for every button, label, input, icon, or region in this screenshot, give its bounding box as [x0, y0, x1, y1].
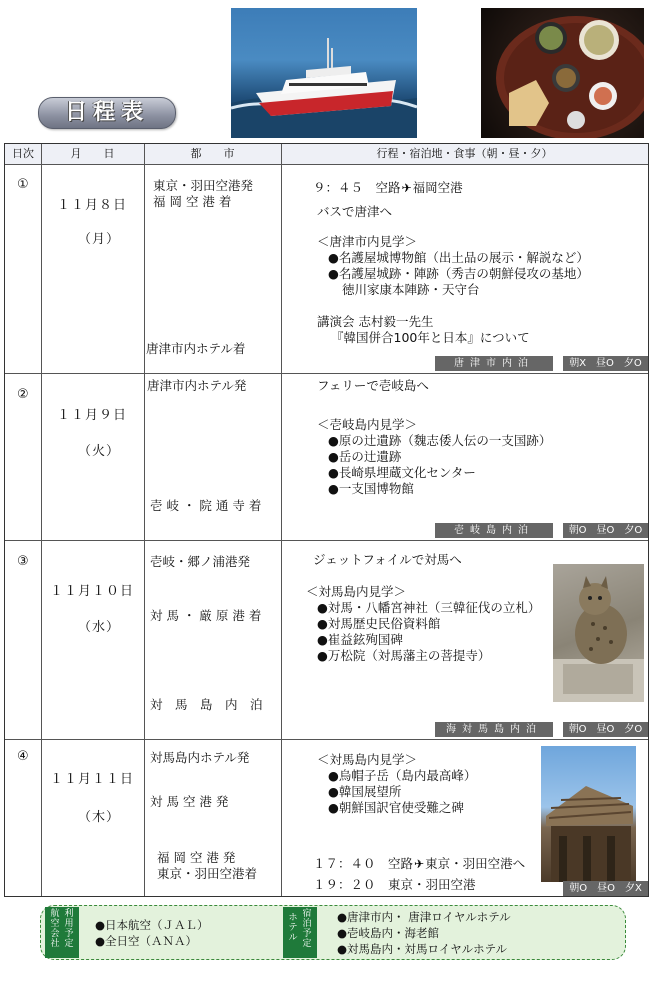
day-date: １１月８日	[57, 198, 128, 213]
tag-char: 定	[64, 939, 74, 949]
itinerary-line: ジェットフォイルで対馬へ	[313, 552, 462, 567]
column-divider	[144, 144, 145, 896]
flight-time: ９：４５ 空路	[313, 180, 401, 195]
meals-bar: 朝O 昼O 夕X	[563, 881, 648, 896]
tag-char: 予	[302, 929, 312, 939]
meals-bar: 朝X 昼O 夕O	[563, 356, 648, 371]
itinerary-line: １９：２０ 東京・羽田空港	[313, 877, 476, 892]
header-day-number: 日次	[5, 144, 41, 165]
itinerary-line: ●名護屋城博物館（出土品の展示・解説など）	[328, 250, 589, 265]
itinerary-line: ●朝鮮国訳官使受難之碑	[328, 800, 464, 815]
flight-destination: 福岡空港	[412, 180, 463, 195]
city-arrival: 福 岡 空 港 着	[153, 194, 232, 209]
itinerary-flight	[313, 856, 525, 872]
airplane-icon: ✈	[401, 181, 412, 195]
day-number: ④	[17, 749, 29, 764]
row-divider	[5, 739, 648, 740]
city-departure: 東京・羽田空港発	[153, 178, 254, 193]
itinerary-line: ●韓国展望所	[328, 784, 402, 799]
itinerary-line: ●烏帽子岳（島内最高峰）	[328, 768, 477, 783]
hotel-tag	[283, 907, 317, 958]
city-arrival: 対 馬 ・ 厳 原 港 着	[150, 608, 262, 623]
airline-item: ●全日空（ＡＮＡ）	[95, 934, 198, 948]
schedule-title-badge	[38, 97, 176, 129]
itinerary-line: ＜対馬島内見学＞	[317, 752, 418, 767]
day-date: １１月９日	[57, 408, 128, 423]
itinerary-line: バスで唐津へ	[317, 204, 393, 219]
header-itinerary: 行程・宿泊地・食事（朝・昼・夕）	[281, 144, 648, 165]
city-departure: 対馬島内ホテル発	[150, 750, 250, 765]
city-departure: 福 岡 空 港 発	[157, 850, 236, 865]
page-title: 日程表	[64, 100, 149, 125]
hotel-item: ●対馬島内・対馬ロイヤルホテル	[337, 942, 507, 956]
itinerary-line: フェリーで壱岐島へ	[317, 378, 429, 393]
city-overnight: 対 馬 島 内 泊	[150, 697, 263, 712]
column-divider	[281, 144, 282, 896]
city-departure: 唐津市内ホテル発	[147, 378, 247, 393]
airline-item: ●日本航空（ＪＡＬ）	[95, 918, 209, 932]
day-number: ②	[17, 387, 29, 402]
tag-char: ホ	[288, 913, 298, 923]
itinerary-line: 講演会 志村毅一先生	[317, 314, 434, 329]
flight-time: １７：４０ 空路	[313, 856, 414, 871]
tag-char: 泊	[302, 919, 312, 929]
footer-info-box	[40, 905, 626, 960]
overnight-stay-bar: 海対馬島内泊	[435, 722, 553, 737]
day-weekday: （水）	[78, 620, 121, 635]
city-departure: 壱岐・郷ノ浦港発	[150, 554, 251, 569]
day-weekday: （月）	[78, 232, 121, 247]
row-divider	[5, 373, 648, 374]
city-arrival: 壱 岐 ・ 院 通 寺 着	[150, 498, 262, 513]
column-divider	[41, 144, 42, 896]
meals-bar: 朝O 昼O 夕O	[563, 722, 648, 737]
tag-char: 社	[50, 939, 60, 949]
header-city: 都 市	[144, 144, 281, 165]
tag-char: ル	[288, 933, 298, 943]
airplane-icon: ✈	[414, 857, 425, 871]
itinerary-line: ●一支国博物館	[328, 481, 414, 496]
city-arrival: 東京・羽田空港着	[157, 866, 258, 881]
itinerary-line: ●崔益鉉殉国碑	[317, 632, 403, 647]
row-divider	[5, 540, 648, 541]
airline-tag	[45, 907, 79, 958]
itinerary-line: ●長崎県埋蔵文化センター	[328, 465, 476, 480]
itinerary-flight	[313, 180, 463, 196]
header-date: 月 日	[41, 144, 144, 165]
itinerary-line: ●万松院（対馬藩主の菩提寺）	[317, 648, 491, 663]
tag-char: テ	[288, 923, 298, 933]
schedule-table	[4, 143, 649, 897]
tag-char: 航	[50, 909, 60, 919]
itinerary-line: ＜唐津市内見学＞	[317, 234, 418, 249]
day-weekday: （火）	[78, 444, 121, 459]
hotel-item: ●唐津市内・ 唐津ロイヤルホテル	[337, 910, 511, 924]
day-number: ③	[17, 554, 29, 569]
day-date: １１月１１日	[50, 772, 135, 787]
tag-char: 予	[64, 929, 74, 939]
flight-destination: 東京・羽田空港へ	[425, 856, 526, 871]
day-date: １１月１０日	[50, 584, 135, 599]
food-illustration	[481, 8, 644, 138]
ferry-photo	[231, 8, 417, 138]
itinerary-line: 『韓国併合100年と日本』について	[331, 330, 530, 345]
ferry-illustration	[231, 8, 417, 138]
meals-bar: 朝O 昼O 夕O	[563, 523, 648, 538]
itinerary-line: ●対馬歴史民俗資料館	[317, 616, 441, 631]
day-weekday: （木）	[78, 810, 121, 825]
tag-char: 空	[50, 919, 60, 929]
tag-char: 利	[64, 909, 74, 919]
overnight-stay-bar: 唐津市内泊	[435, 356, 553, 371]
city-arrival: 唐津市内ホテル着	[146, 341, 246, 356]
hotel-item: ●壱岐島内・海老館	[337, 926, 440, 940]
itinerary-line: ＜対馬島内見学＞	[306, 584, 407, 599]
day-number: ①	[17, 177, 29, 192]
tag-char: 用	[64, 919, 74, 929]
itinerary-line: ＜壱岐島内見学＞	[317, 417, 418, 432]
tag-char: 宿	[302, 909, 312, 919]
city-departure: 対 馬 空 港 発	[150, 794, 229, 809]
overnight-stay-bar: 壱岐島内泊	[435, 523, 553, 538]
food-photo	[481, 8, 644, 138]
itinerary-line: ●原の辻遺跡（魏志倭人伝の一支国跡）	[328, 433, 552, 448]
itinerary-line: ●対馬・八幡宮神社（三韓征伐の立札）	[317, 600, 541, 615]
tag-char: 定	[302, 939, 312, 949]
tag-char: 会	[50, 929, 60, 939]
itinerary-line: ●岳の辻遺跡	[328, 449, 402, 464]
itinerary-line: 徳川家康本陣跡・天守台	[342, 282, 480, 297]
itinerary-line: ●名護屋城跡・陣跡（秀吉の朝鮮侵攻の基地）	[328, 266, 589, 281]
